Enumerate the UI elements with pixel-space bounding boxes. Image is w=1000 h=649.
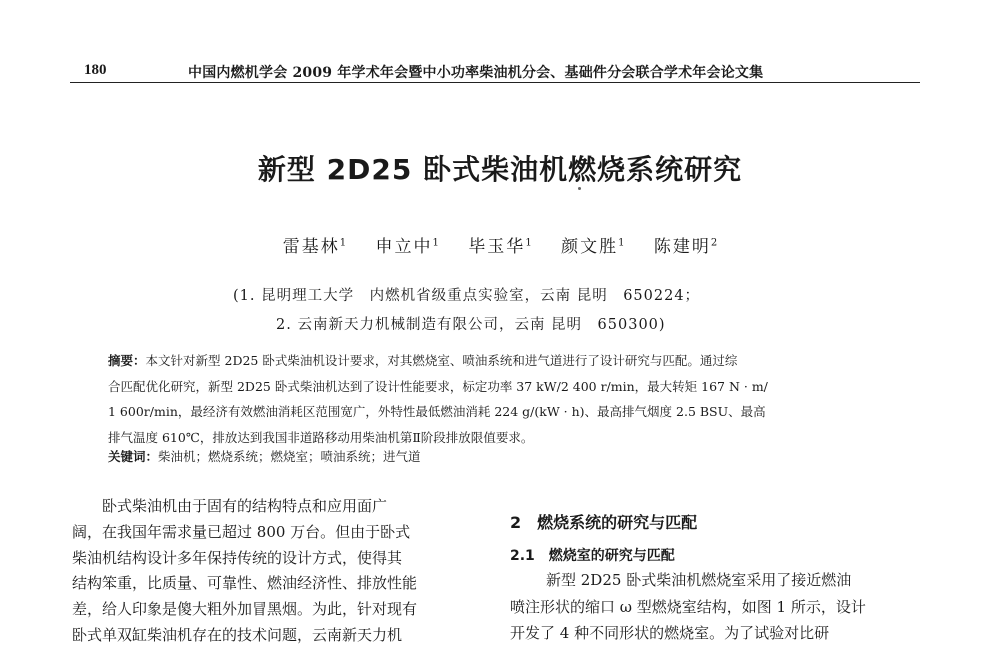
body-left-column [72, 494, 487, 649]
journal-title: 中国内燃机学会 2009 年学术年会暨中小功率柴油机分会、基础件分会联合学术年会论文集 [188, 65, 764, 81]
header-rule [70, 82, 920, 83]
abstract-label: 摘要： [108, 353, 146, 368]
keywords-label: 关键词： [108, 449, 159, 464]
author: 雷基林$^1$ [282, 237, 347, 257]
abstract-line: 1 600r/min，最经济有效燃油消耗区范围宽广，外特性最低燃油消耗 224 g/(kW · h)、最高排气烟度 2.5 BSU、最高 [108, 404, 766, 419]
keywords [108, 447, 421, 465]
author: 申立中$^1$ [375, 237, 439, 257]
keywords-text: 柴油机；燃烧系统；燃烧室；喷油系统；进气道 [158, 449, 421, 464]
body-line: 开发了 4 种不同形状的燃烧室。为了试验对比研 [510, 624, 830, 642]
running-header [70, 62, 920, 84]
body-line: 卧式柴油机由于固有的结构特点和应用面广 [72, 497, 388, 515]
abstract [108, 348, 874, 450]
body-line: 结构笨重，比质量、可靠性、燃油经济性、排放性能 [72, 574, 418, 593]
affiliation-2: 2. 云南新天力机械制造有限公司，云南 昆明 650300) [276, 317, 666, 333]
speck [578, 187, 581, 190]
affiliation-1: (1. 昆明理工大学 内燃机省级重点实验室，云南 昆明 650224； [233, 288, 701, 304]
abstract-line: 排气温度 610℃，排放达到我国非道路移动用柴油机第Ⅱ阶段排放限值要求。 [108, 429, 534, 445]
body-line: 柴油机结构设计多年保持传统的设计方式，使得其 [72, 548, 403, 567]
body-line: 阔，在我国年需求量已超过 800 万台。但由于卧式 [72, 522, 411, 541]
paper-title: 新型 2D25 卧式柴油机燃烧系统研究 [257, 153, 743, 186]
body-line: 卧式单双缸柴油机存在的技术问题，云南新天力机 [72, 625, 403, 644]
author: 颜文胜$^1$ [561, 237, 625, 257]
section-heading: 2 燃烧系统的研究与匹配 [510, 513, 698, 532]
body-right-column [510, 567, 930, 647]
subsection-heading: 2.1 燃烧室的研究与匹配 [510, 548, 675, 564]
author-list [0, 232, 1000, 257]
abstract-line: 合匹配优化研究，新型 2D25 卧式柴油机达到了设计性能要求，标定功率 37 kW/2 400 r/min，最大转矩 167 N · m/ [108, 378, 768, 394]
author: 毕玉华$^1$ [468, 237, 532, 257]
page-number: 180 [84, 62, 107, 78]
body-line: 喷注形状的缩口 ω 型燃烧室结构，如图 1 所示，设计 [510, 597, 866, 616]
body-line: 新型 2D25 卧式柴油机燃烧室采用了接近燃油 [546, 571, 852, 589]
abstract-line: 摘要：本文针对新型 2D25 卧式柴油机设计要求，对其燃烧室、喷油系统和进气道进行了设计研究与匹配。通过综 [108, 353, 738, 368]
body-line: 差，给人印象是傻大粗外加冒黑烟。为此，针对现有 [72, 600, 418, 619]
author: 陈建明$^2$ [653, 237, 718, 257]
